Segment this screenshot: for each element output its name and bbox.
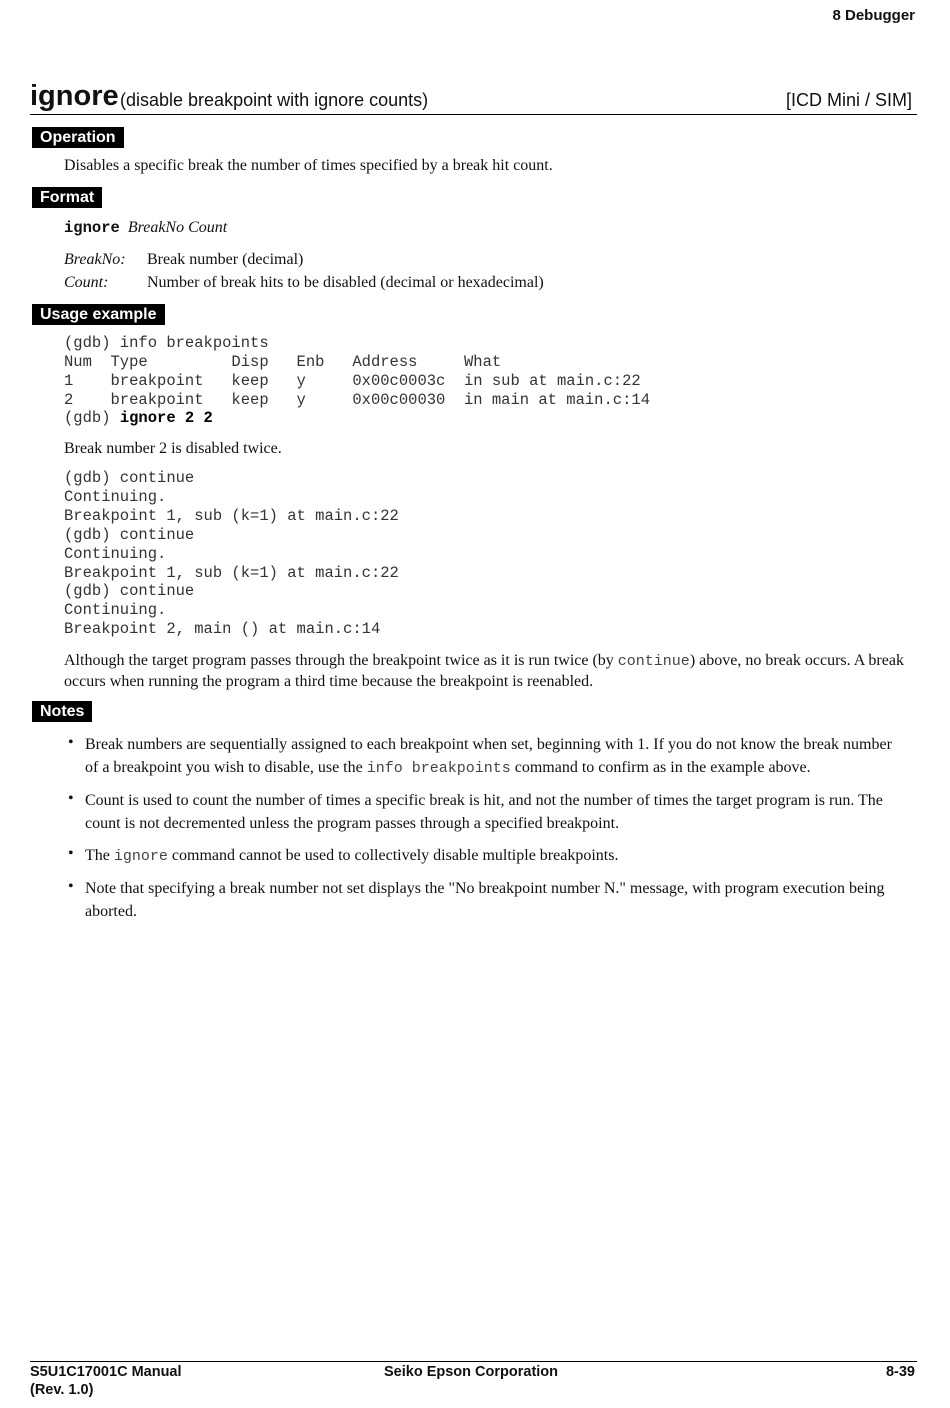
param-name: Count: (64, 274, 109, 291)
code-line: (gdb) continue (64, 526, 195, 544)
note-item: Note that specifying a break number not set displays the "No breakpoint number N." message, with program execution being aborted. (85, 880, 885, 920)
note-item: Count is used to count the number of times a specific break is hit, and not the number of times the target program is run. The count is not decremented unless the program passes through a specified breakpoint. (85, 792, 883, 832)
format-syntax (64, 218, 227, 238)
footer-revision: (Rev. 1.0) (30, 1382, 94, 1398)
code-line (64, 409, 213, 428)
code-line: Breakpoint 2, main () at main.c:14 (64, 620, 381, 638)
section-label-usage: Usage example (32, 304, 165, 325)
code-line: (gdb) continue (64, 582, 195, 600)
usage-explanation: Although the target program passes through the breakpoint twice as it is run twice (by continue) above, no break occurs. A break occurs when running the program a third time because the breakpoint is reenabled. (64, 652, 904, 690)
code-line: Continuing. (64, 601, 167, 619)
title-row (30, 80, 917, 115)
page-title: ignore (30, 80, 119, 112)
code-line: 2 breakpoint keep y 0x00c00030 in main at main.c:14 (64, 391, 650, 409)
param-desc: Number of break hits to be disabled (decimal or hexadecimal) (147, 274, 544, 291)
inline-code: info breakpoints (366, 760, 511, 777)
bullet: • (68, 734, 74, 751)
code-line: Num Type Disp Enb Address What (64, 353, 502, 371)
param-desc: Break number (decimal) (147, 251, 304, 268)
footer-company: Seiko Epson Corporation (384, 1364, 559, 1380)
code-line: Continuing. (64, 545, 167, 563)
format-command: ignore (64, 219, 120, 237)
code-line: (gdb) continue (64, 469, 195, 487)
operation-text: Disables a specific break the number of times specified by a break hit count. (64, 157, 553, 174)
bullet: • (68, 845, 74, 862)
section-label-operation: Operation (32, 127, 124, 148)
code-ignore-command: ignore 2 2 (119, 409, 213, 427)
bullet: • (68, 790, 74, 807)
footer-rule (30, 1361, 917, 1362)
footer-page-number: 8-39 (885, 1364, 915, 1380)
format-args: BreakNo Count (127, 219, 228, 236)
inline-code: continue (617, 653, 690, 670)
code-line: Continuing. (64, 488, 167, 506)
footer-manual: S5U1C17001C Manual (30, 1364, 182, 1380)
param-name: BreakNo: (64, 251, 126, 268)
section-label-format: Format (32, 187, 102, 208)
code-line: 1 breakpoint keep y 0x00c0003c in sub at main.c:22 (64, 372, 641, 390)
note-item: Break numbers are sequentially assigned to each breakpoint when set, beginning with 1. If you do not know the break number of a breakpoint you wish to disable, use the info breakpoints command to confirm as in the example above. (85, 736, 892, 777)
running-header: 8 Debugger (832, 7, 915, 24)
usage-mid-text: Break number 2 is disabled twice. (64, 440, 282, 457)
code-prompt: (gdb) (64, 409, 120, 427)
section-label-notes: Notes (32, 701, 92, 722)
bullet: • (68, 878, 74, 895)
code-line: Breakpoint 1, sub (k=1) at main.c:22 (64, 564, 399, 582)
inline-code: ignore (113, 848, 168, 865)
title-description: (disable breakpoint with ignore counts) (120, 90, 429, 110)
code-line: Breakpoint 1, sub (k=1) at main.c:22 (64, 507, 399, 525)
code-line: (gdb) info breakpoints (64, 334, 269, 352)
title-target: [ICD Mini / SIM] (785, 90, 912, 110)
note-item: The ignore command cannot be used to collectively disable multiple breakpoints. (85, 847, 619, 865)
